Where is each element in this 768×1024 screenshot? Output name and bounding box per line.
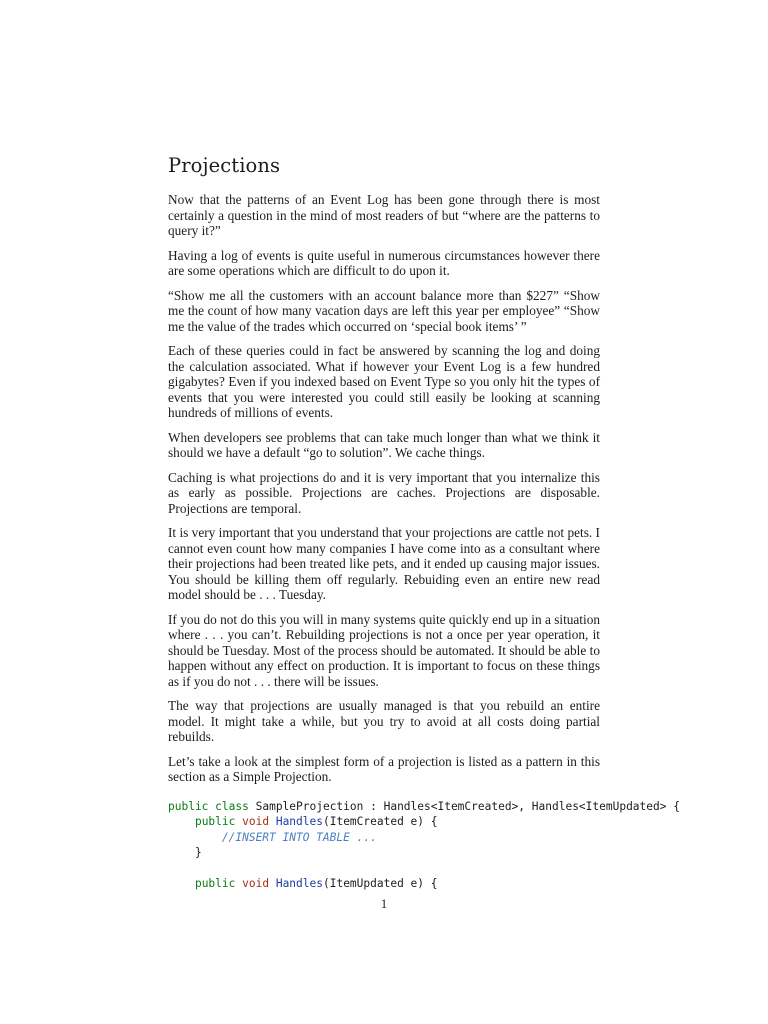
paragraph: The way that projections are usually managed is that you rebuild an entire model. It might take a while, but you try to avoid at all costs doing partial rebuilds. [168, 698, 600, 744]
paragraph: Caching is what projections do and it is very important that you internalize this as early as possible. Projections are caches. Projections are disposable. Projections are temporal. [168, 469, 600, 516]
code-class-name: SampleProjection [255, 799, 364, 813]
paragraph: Let’s take a look at the simplest form of a projection is listed as a pattern in this section as a Simple Projection. [168, 753, 600, 784]
paragraph: Having a log of events is quite useful in numerous circumstances however there are some operations which are difficult to do upon it. [168, 247, 600, 278]
code-keyword: class [215, 799, 249, 813]
code-function: Handles [275, 877, 323, 890]
paragraph: It is very important that you understand that your projections are cattle not pets. I cannot even count how many companies I have come into as a consultant where their projections had been treated like pets, and it ended up causing major issues. You should be killing them off regularly. Rebuiding even an entire new read model should be . . . Tuesday. [168, 525, 600, 602]
code-type: void [242, 877, 270, 890]
code-function: Handles [275, 815, 323, 828]
code-keyword: public [194, 815, 236, 828]
code-text: (ItemCreated e) { [322, 815, 438, 828]
paragraph: If you do not do this you will in many systems quite quickly end up in a situation where . . . you can’t. Rebuilding projections is not a once per year operation, it should be Tuesday. Most of the process should be automated. It should be able to happen without any effect on production. It is important to focus on these things as if you do not . . . there will be issues. [168, 611, 600, 689]
code-text: } [194, 846, 202, 859]
code-keyword: public [194, 877, 236, 890]
code-keyword: public [168, 799, 209, 813]
paragraph: Each of these queries could in fact be answered by scanning the log and doing the calculation associated. What if however your Event Log is a few hundred gigabytes? Even if you indexed based on Event Type so you only hit the types of events that you were interested you could still easily be looking at scanning hundreds of millions of events. [168, 343, 600, 420]
page-content [168, 154, 680, 892]
code-text: : Handles<ItemCreated>, Handles<ItemUpdated> { [363, 799, 680, 813]
paragraph: When developers see problems that can take much longer than what we think it should we have a default “go to solution”. We cache things. [168, 429, 600, 460]
code-listing [168, 799, 680, 892]
section-title: Projections [168, 154, 281, 177]
page-number: 1 [380, 897, 388, 911]
code-type: void [242, 815, 270, 828]
paragraph: “Show me all the customers with an account balance more than $227” “Show me the count of how many vacation days are left this year per employee” “Show me the value of the trades which occurred on ‘special book items’ ” [168, 287, 600, 334]
code-comment: //INSERT INTO TABLE ... [221, 830, 377, 844]
code-text: (ItemUpdated e) { [322, 877, 438, 890]
paragraph: Now that the patterns of an Event Log has been gone through there is most certainly a question in the mind of most readers of but “where are the patterns to query it?” [168, 192, 600, 238]
